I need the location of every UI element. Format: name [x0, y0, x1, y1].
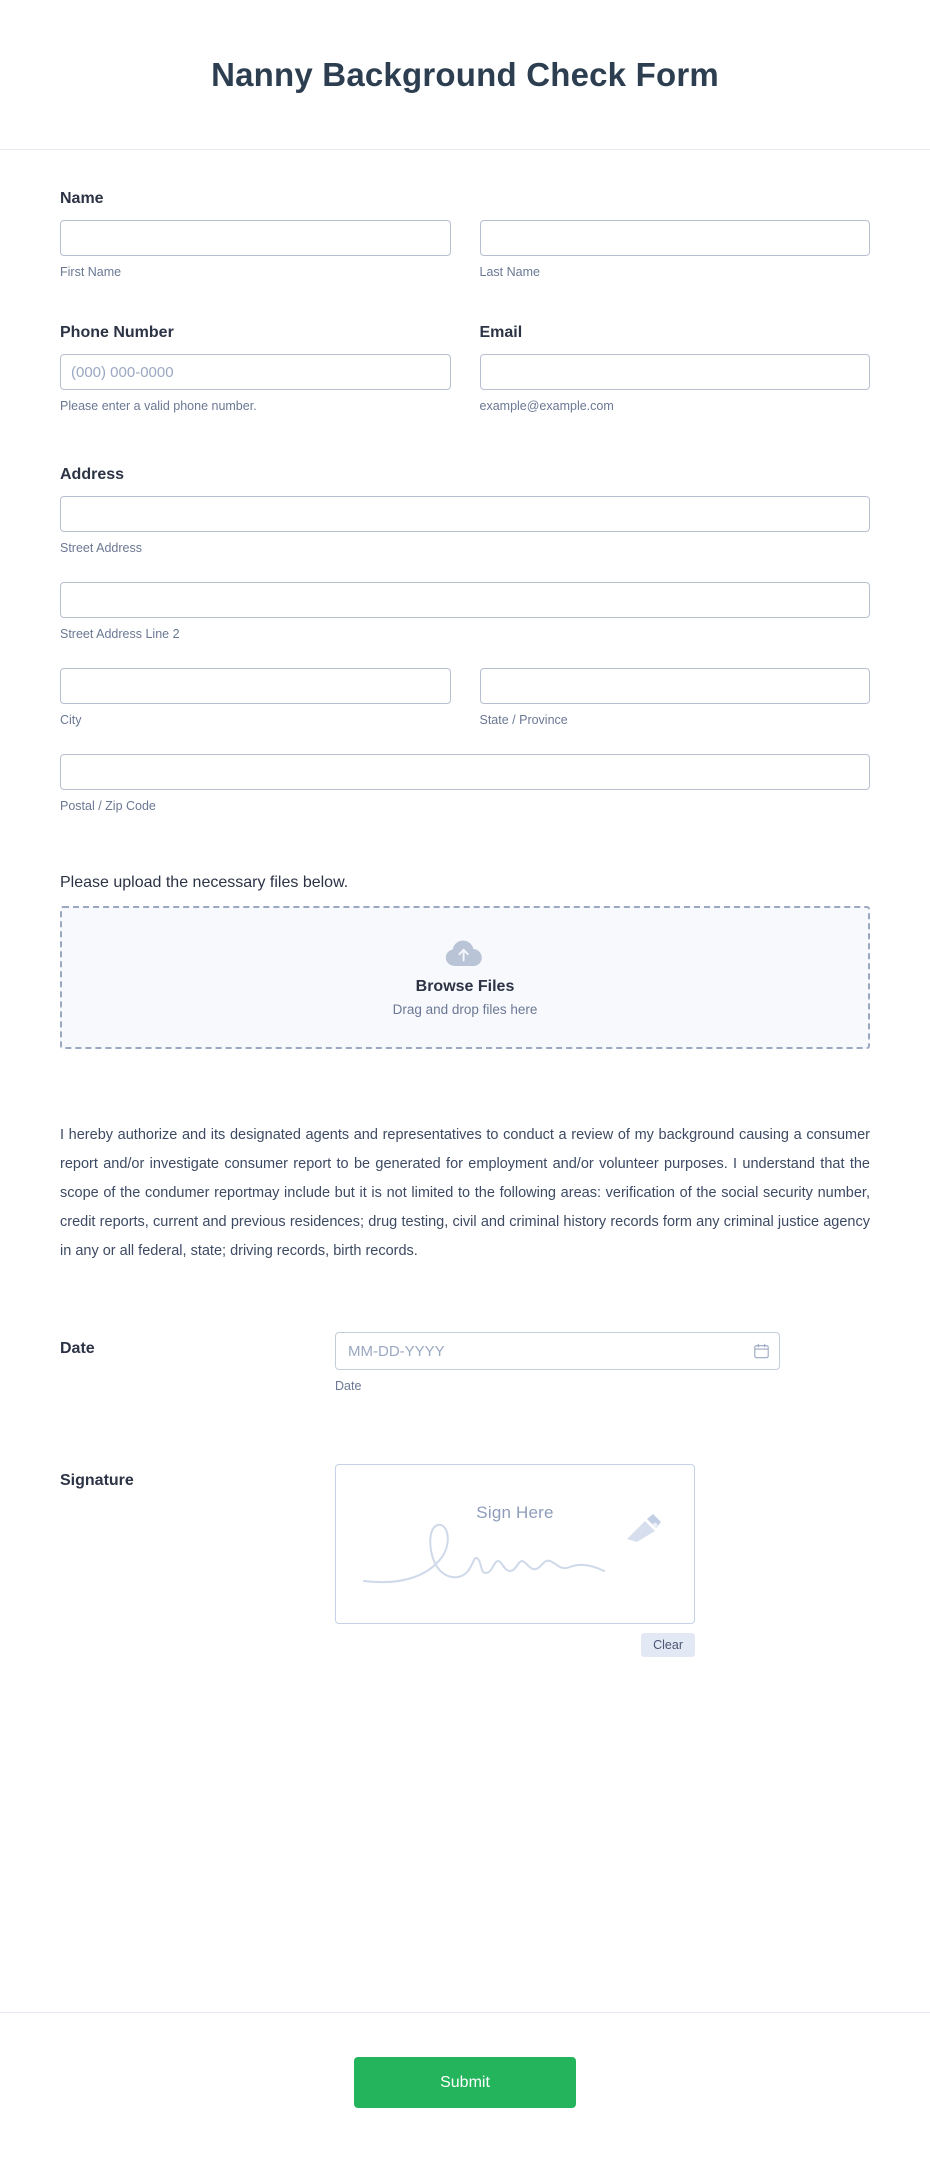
consent-block: [60, 1121, 870, 1266]
name-label: Name: [60, 190, 104, 207]
phone-sublabel: Please enter a valid phone number.: [60, 399, 257, 413]
email-sublabel: example@example.com: [479, 399, 614, 413]
name-field-block: [60, 190, 870, 280]
consent-paragraph: I hereby authorize and its designated agents and representatives to conduct a review of my background causing a consumer report and/or investigate consumer report to be generated for employment and/or volunteer purposes. I understand that the scope of the condumer reportmay include but it is not limited to the following areas: verification of the social security number, credit reports, current and previous residences; drug testing, civil and criminal history records form any criminal justice agency in any or all federal, state; driving records, birth records.: [60, 1127, 870, 1259]
signature-scribble-icon: [356, 1509, 656, 1604]
street-address-input[interactable]: [60, 496, 870, 532]
date-field-block: [60, 1332, 870, 1394]
city-col: [60, 668, 451, 728]
city-sublabel: City: [60, 713, 82, 727]
form-header: [0, 0, 930, 150]
phone-email-block: [60, 324, 870, 414]
street-address-2-sublabel: Street Address Line 2: [60, 627, 180, 641]
city-input[interactable]: [60, 668, 451, 704]
postal-col: [60, 754, 870, 814]
drag-drop-label: Drag and drop files here: [392, 1002, 538, 1017]
date-control: [335, 1332, 870, 1394]
last-name-input[interactable]: [480, 220, 871, 256]
sign-here-hint: Sign Here: [476, 1503, 554, 1522]
first-name-sublabel: First Name: [60, 265, 122, 279]
first-name-col: [60, 220, 451, 280]
calendar-icon[interactable]: [754, 1344, 769, 1359]
name-row: [60, 220, 870, 280]
street-address-2-col: [60, 582, 870, 642]
date-sublabel: Date: [335, 1379, 362, 1393]
upload-field-block: [60, 874, 870, 1049]
cloud-upload-icon: [445, 938, 485, 968]
phone-email-row: [60, 324, 870, 414]
last-name-col: [480, 220, 871, 280]
state-col: [480, 668, 871, 728]
street-address-sublabel: Street Address: [60, 541, 142, 555]
file-dropzone[interactable]: [60, 906, 870, 1049]
clear-signature-button[interactable]: Clear: [641, 1633, 695, 1657]
postal-code-sublabel: Postal / Zip Code: [60, 799, 156, 813]
email-label: Email: [479, 324, 523, 341]
street-address-2-input[interactable]: [60, 582, 870, 618]
phone-col: [60, 324, 451, 414]
date-input-wrap: [335, 1332, 780, 1370]
date-input[interactable]: [335, 1332, 780, 1370]
street-address-col: [60, 496, 870, 556]
city-state-row: [60, 668, 870, 728]
form-inner: [60, 190, 870, 1657]
signature-field-block: [60, 1464, 870, 1657]
last-name-sublabel: Last Name: [479, 265, 540, 279]
address-field-block: [60, 466, 870, 814]
postal-code-input[interactable]: [60, 754, 870, 790]
form-body: [0, 150, 930, 1954]
email-col: [480, 324, 871, 414]
address-label: Address: [60, 466, 125, 483]
submit-button[interactable]: Submit: [354, 2057, 576, 2108]
upload-heading: Please upload the necessary files below.: [60, 874, 349, 891]
form-footer: [0, 2012, 930, 2168]
signature-label: Signature: [60, 1472, 134, 1489]
pen-icon: [624, 1513, 666, 1547]
date-label: Date: [60, 1340, 95, 1357]
phone-input[interactable]: [60, 354, 451, 390]
page-title: Nanny Background Check Form: [211, 55, 719, 93]
state-input[interactable]: [480, 668, 871, 704]
browse-files-label: Browse Files: [415, 978, 515, 995]
state-sublabel: State / Province: [479, 713, 568, 727]
signature-control: [335, 1464, 870, 1657]
phone-label: Phone Number: [60, 324, 174, 341]
clear-row: [335, 1633, 695, 1657]
first-name-input[interactable]: [60, 220, 451, 256]
email-input[interactable]: [480, 354, 871, 390]
signature-pad[interactable]: [335, 1464, 695, 1624]
